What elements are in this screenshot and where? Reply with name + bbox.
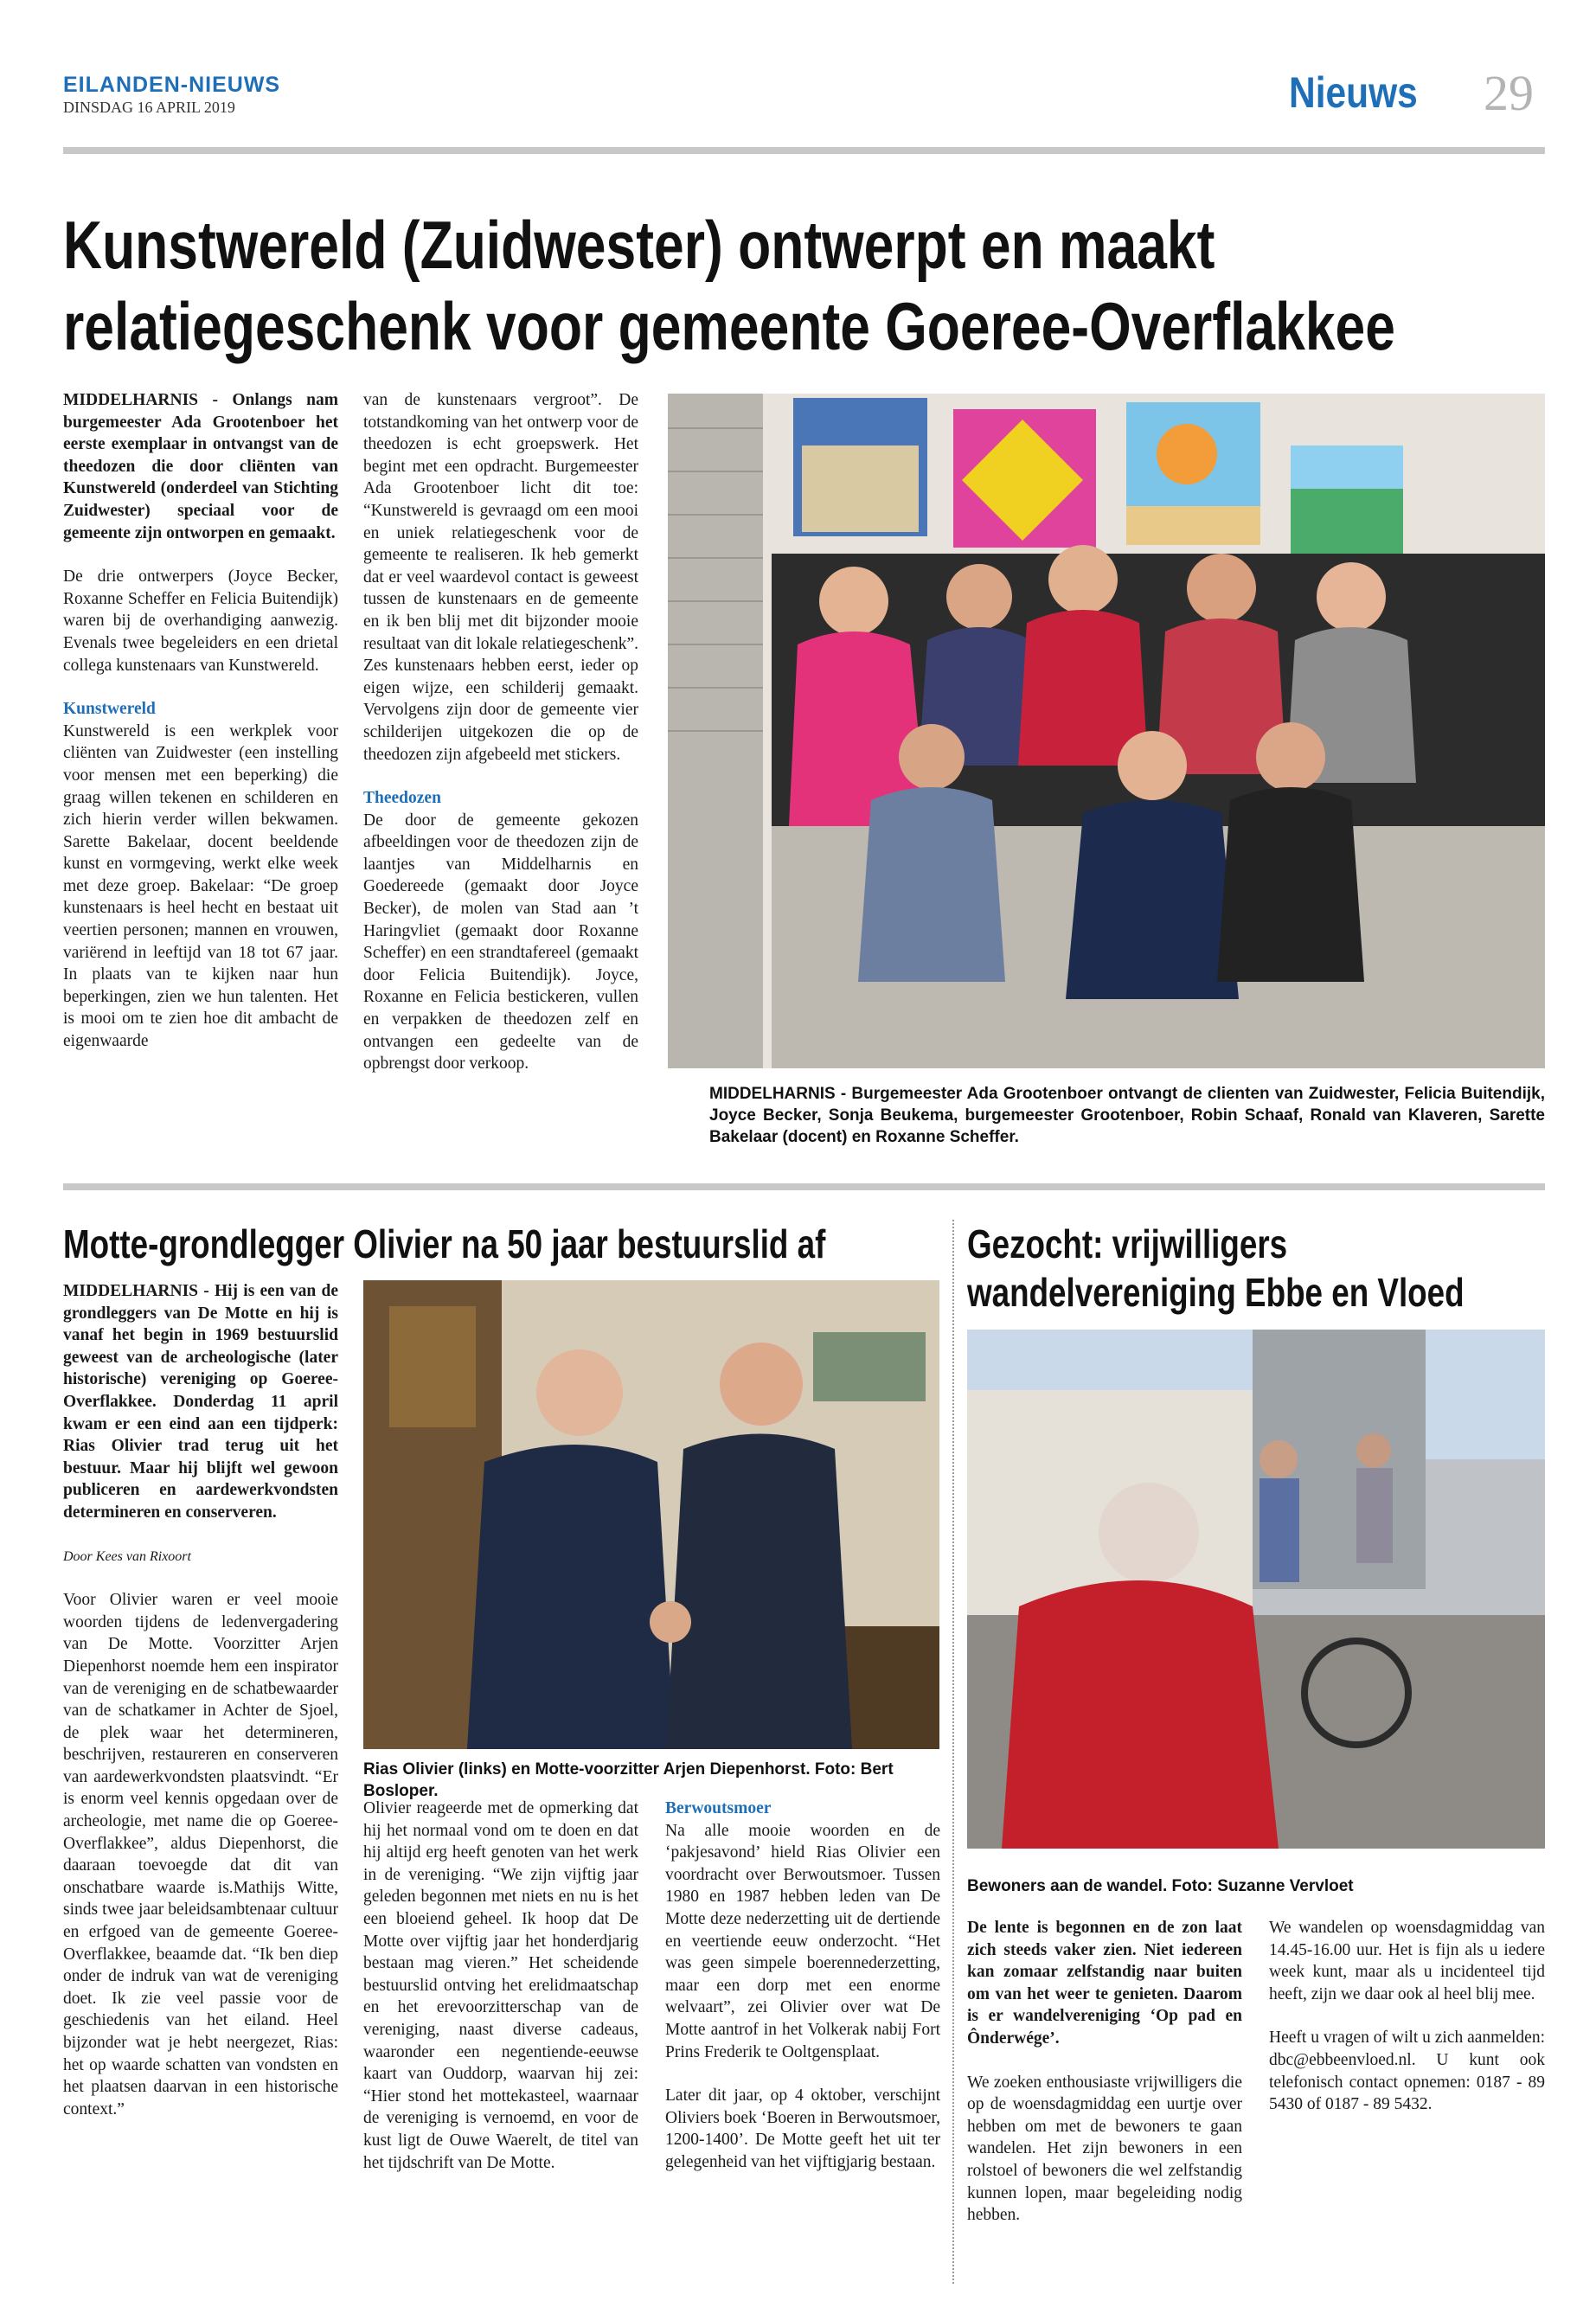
group-photo xyxy=(668,394,1545,1068)
middle-rule xyxy=(63,1183,1545,1190)
group-photo-image xyxy=(668,394,1545,1068)
article3-headline xyxy=(967,1220,1465,1317)
article1-subheading-theedozen: Theedozen xyxy=(363,789,441,808)
article2-paragraph: Voor Olivier waren er veel mooie woorden tijdens de ledenvergadering van De Motte. Voorzitter Arjen Diepenhorst noemde hem een inspirator van de vereniging en de schatbewaarder van de schatkamer in Achter de Sjoel, de plek waar het determineren, beschrijven, restaureren en conserveren van aardewerkvondsten plaatsvindt. “Er is enorm veel kennis opgedaan over de archeologie, met name die op Goeree-Overflakkee”, aldus Diepenhorst, die daaraan toevoegde dat dit van onschatbare waarde is.Mathijs Witte, sinds twee jaar beleidsambtenaar cultuur en erfgoed van de gemeente Goeree-Overflakkee, beaamde dat. “Ik ben diep onder de indruk van wat de vereniging doet. Ik zie veel passie voor de geschiedenis van het eiland. Heel bijzonder wat je hebt neergezet, Rias: het op waarde schatten van vondsten en het plaatsen daarvan in een historische context.” xyxy=(63,1591,338,2118)
article1-paragraph-text: De door de gemeente gekozen afbeeldingen voor de theedozen zijn de laantjes van Middelharnis en Goedereede (gemaakt door Joyce Becker), de molen van Stad aan ’t Haringvliet (gemaakt door Roxanne Scheffer) en een strandtafereel (gemaakt door Felicia Buitendijk). Joyce, Roxanne en Felicia bestickeren, vullen en verpakken de theedozen zelf en ontvangen een gedeelte van de opbrengst door verkoop. xyxy=(363,811,638,1074)
article3-paragraph: We zoeken enthousiaste vrijwilligers die op de woensdagmiddag een uurtje over hebben om met de bewoners te gaan wandelen. Het zijn bewoners in een rolstoel of bewoners die wel zelfstandig kunnen lopen, maar begeleiding nodig hebben. xyxy=(967,2073,1242,2225)
article2-column-2 xyxy=(363,1798,638,2195)
article1-headline xyxy=(63,204,1395,367)
article2-lead: MIDDELHARNIS - Hij is een van de grondleggers van De Motte en hij is vanaf het begin in 1969 bestuurslid geweest van de archeologische (later historische) vereniging op Goeree-Overflakkee. Donderdag 11 april kwam er een eind aan een tijdperk: Rias Olivier trad terug uit het bestuur. Maar hij blijft wel gewoon publiceren en aardewerkvondsten determineren en conserveren. xyxy=(63,1282,338,1522)
article2-column-3 xyxy=(665,1798,940,2195)
handshake-photo-image xyxy=(363,1280,939,1749)
article3-headline-line1: Gezocht: vrijwilligers xyxy=(967,1221,1288,1266)
walking-photo xyxy=(967,1330,1545,1849)
article3-column-2 xyxy=(1269,1917,1545,2138)
article2-headline: Motte-grondlegger Olivier na 50 jaar bestuurslid af xyxy=(63,1221,826,1266)
top-rule xyxy=(63,147,1545,154)
group-photo-caption: MIDDELHARNIS - Burgemeester Ada Grootenboer ontvangt de clienten van Zuidwester, Felicia Buitendijk, Joyce Becker, Sonja Beukema, burgemeester Grootenboer, Robin Schaaf, Ronald van Klaveren, Sarette Bakelaar (docent) en Roxanne Scheffer. xyxy=(709,1085,1545,1146)
article2-paragraph xyxy=(665,1798,940,2063)
article3-paragraph: Heeft u vragen of wilt u zich aanmelden: dbc@ebbeenvloed.nl. U kunt ook telefonisch contact opnemen: 0187 - 89 5430 of 0187 - 89 5432. xyxy=(1269,2029,1545,2114)
article3-lead: De lente is begonnen en de zon laat zich steeds vaker zien. Niet iedereen kan zomaar zelfstandig naar buiten om van het weer te genieten. Daarom is er wandelvereniging ‘Op pad en Ônderwége’. xyxy=(967,1919,1242,2048)
article3-paragraph: We wandelen op woensdagmiddag van 14.45-16.00 uur. Het is fijn als u iedere week kunt, maar als u incidenteel tijd heeft, zijn we daar ook al heel blij mee. xyxy=(1269,1919,1545,2003)
masthead: EILANDEN-NIEUWS xyxy=(63,73,281,97)
article2-column-1 xyxy=(63,1280,338,2142)
page-number: 29 xyxy=(1484,65,1534,121)
article1-paragraph: van de kunstenaars vergroot”. De totstandkoming van het ontwerp voor de theedozen is echt groepswerk. Het begint met een opdracht. Burgemeester Ada Grootenboer licht dit toe: “Kunstwereld is gevraagd om een mooi en uniek relatiegeschenk voor de gemeente te realiseren. Ik heb gemerkt dat er veel waardevol contact is geweest tussen de kunstenaars en de gemeente en ik ben blij met dit bijzonder mooie resultaat van dit lokale relatiegeschenk”. Zes kunstenaars hebben eerst, ieder op eigen wijze, een schilderij gemaakt. Vervolgens zijn door de gemeente vier schilderijen uitgekozen die op de theedozen zijn afgebeeld met stickers. xyxy=(363,391,638,764)
article1-column-2 xyxy=(363,389,638,1075)
section-title: Nieuws xyxy=(1289,68,1418,117)
article1-headline-line2: relatiegeschenk voor gemeente Goeree-Overflakkee xyxy=(63,288,1395,364)
article1-paragraph-text: Kunstwereld is een werkplek voor cliënten van Zuidwester (een instelling voor mensen met een beperking) die graag willen tekenen en schilderen en zich hierin verder willen bekwamen. Sarette Bakelaar, docent beeldende kunst en vormgeving, werkt elke week met deze groep. Bakelaar: “De groep kunstenaars is heel hecht en bestaat uit veertien personen; mannen en vrouwen, variërend in leeftijd van 18 tot 67 jaar. In plaats van te kijken naar hun beperkingen, zien we hun talenten. Het is mooi om te zien hoe dit ambacht de eigenwaarde xyxy=(63,721,338,1051)
article3-column-1 xyxy=(967,1917,1242,2248)
article1-paragraph xyxy=(63,698,338,1053)
handshake-photo-caption: Rias Olivier (links) en Motte-voorzitter Arjen Diepenhorst. Foto: Bert Bosloper. xyxy=(363,1760,894,1800)
article2-paragraph-text: Na alle mooie woorden en de ‘pakjesavond’ hield Rias Olivier een voordracht over Berwoutsmoer. Tussen 1980 en 1987 hebben leden van De Motte deze nederzetting uit de dertiende en veertiende eeuw onderzocht. “Het was geen simpele boerennederzetting, maar een dorp met een enorme welvaart”, zei Olivier over wat De Motte aantrof in het Volkerak nabij Fort Prins Frederik te Ooltgensplaat. xyxy=(665,1821,940,2061)
handshake-photo xyxy=(363,1280,939,1749)
column-separator xyxy=(952,1220,954,2284)
article2-byline: Door Kees van Rixoort xyxy=(63,1548,191,1564)
walking-photo-image xyxy=(967,1330,1545,1849)
article2-paragraph: Olivier reageerde met de opmerking dat hij het normaal vond om te doen en dat hij altijd erg heeft genoten van het werk in de vereniging. “We zijn vijftig jaar geleden begonnen met niets en nu is het een bloeiend geheel. Ik hoop dat De Motte over vijftig jaar het honderdjarig bestaan mag vieren.” Het scheidende bestuurslid ontving het erelidmaatschap en het erevoorzitterschap van de vereniging, naast diverse cadeaus, waaronder een negentiende-eeuwse kaart van Ouddorp, waarvan hij zei: “Hier stond het mottekasteel, waarnaar de vereniging is vernoemd, en voor de kust ligt de Ouwe Waerelt, de titel van het tijdschrift van De Motte. xyxy=(363,1799,638,2172)
article2-subheading-berwoutsmoer: Berwoutsmoer xyxy=(665,1799,772,1817)
article1-paragraph xyxy=(363,787,638,1075)
article3-headline-line2: wandelvereniging Ebbe en Vloed xyxy=(967,1270,1465,1315)
article1-subheading-kunstwereld: Kunstwereld xyxy=(63,700,156,719)
publication-date: DINSDAG 16 APRIL 2019 xyxy=(63,99,235,116)
article1-lead: MIDDELHARNIS - Onlangs nam burgemeester Ada Grootenboer het eerste exemplaar in ontvangst van de theedozen die door cliënten van Kunstwereld (onderdeel van Stichting Zuidwester) speciaal voor de gemeente zijn ontworpen en gemaakt. xyxy=(63,391,338,542)
walking-photo-caption: Bewoners aan de wandel. Foto: Suzanne Vervloet xyxy=(967,1877,1354,1895)
article1-column-1 xyxy=(63,389,338,1053)
article2-paragraph: Later dit jaar, op 4 oktober, verschijnt Oliviers boek ‘Boeren in Berwoutsmoer, 1200-1400’. De Motte geeft het uit ter gelegenheid van het vijftigjarig bestaan. xyxy=(665,2086,940,2171)
article1-paragraph: De drie ontwerpers (Joyce Becker, Roxanne Scheffer en Felicia Buitendijk) waren bij de overhandiging aanwezig. Evenals twee begeleiders en een drietal collega kunstenaars van Kunstwereld. xyxy=(63,567,338,675)
article1-headline-line1: Kunstwereld (Zuidwester) ontwerpt en maakt xyxy=(63,207,1215,283)
